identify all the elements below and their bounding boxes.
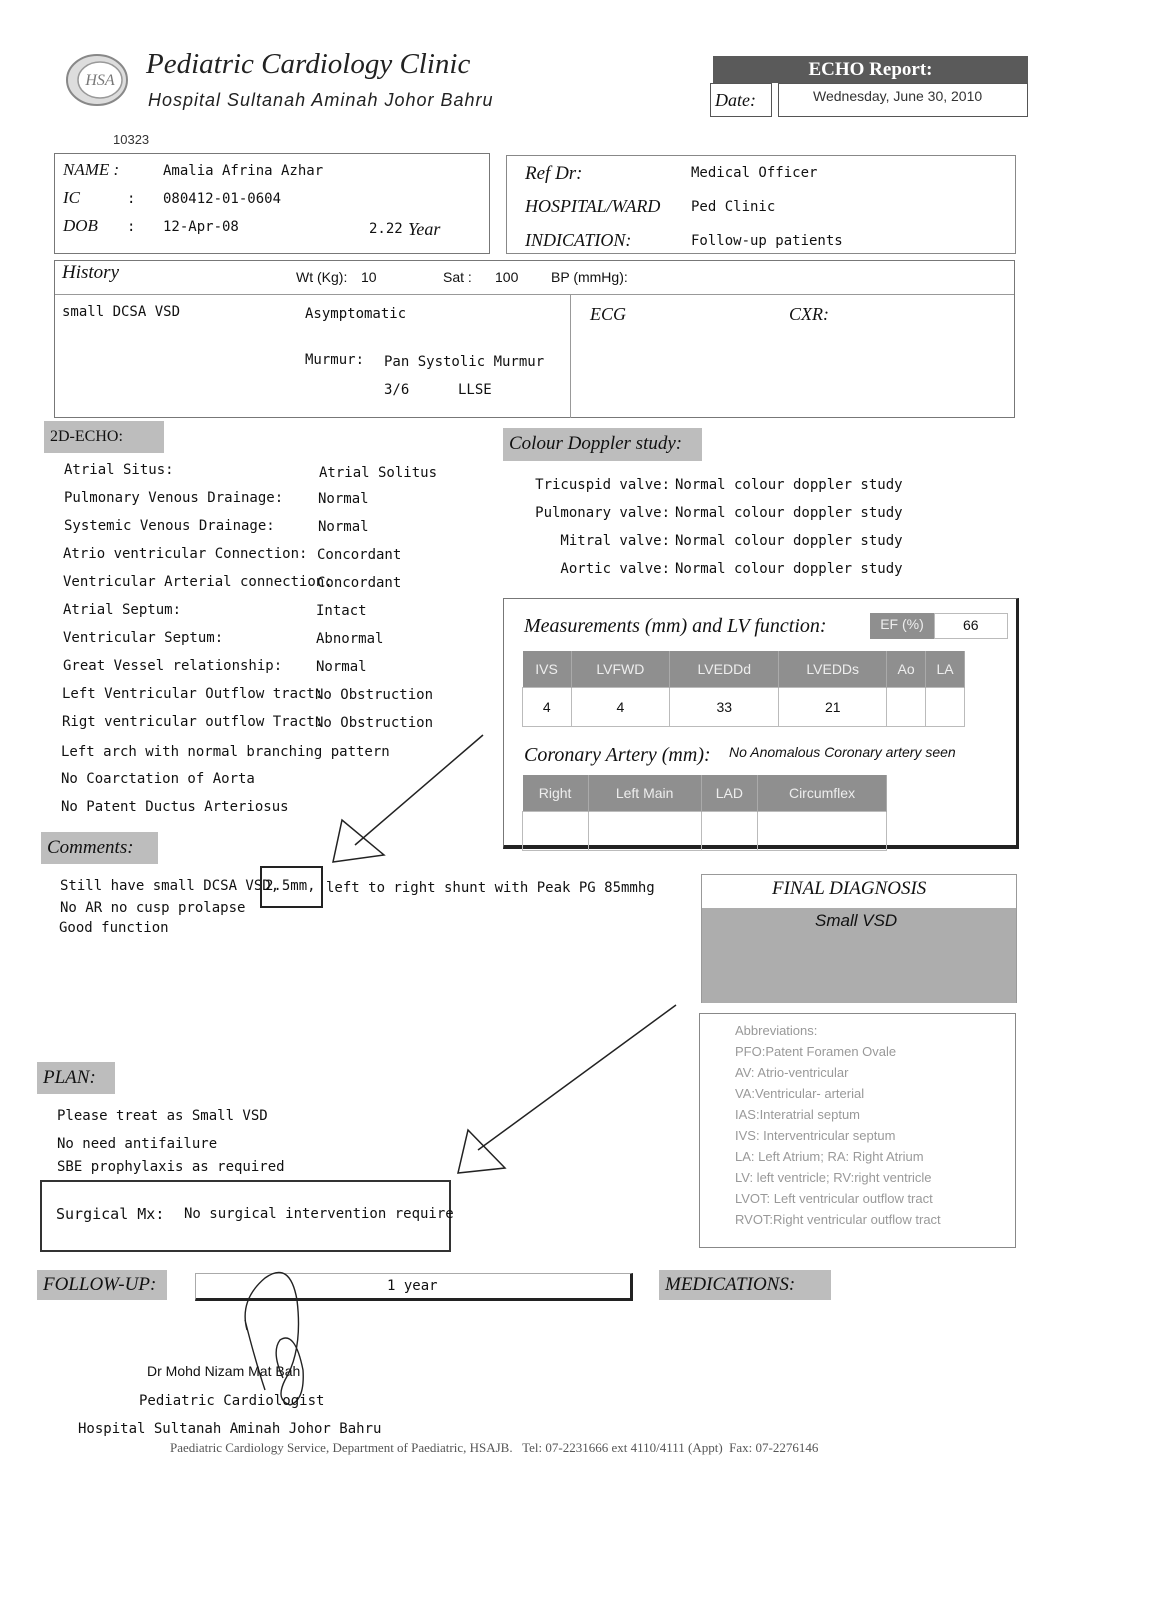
ward-label: HOSPITAL/WARD <box>525 196 661 216</box>
plan-title: PLAN: <box>37 1062 115 1094</box>
ic-colon: : <box>127 191 136 207</box>
coronary-header-lad: LAD <box>701 775 757 812</box>
coronary-header-left-main: Left Main <box>588 775 701 812</box>
echo2d-value: Normal <box>318 519 369 535</box>
hospital-name: Hospital Sultanah Aminah Johor Bahru <box>148 90 494 110</box>
bp-label: BP (mmHg): <box>551 269 628 285</box>
echo2d-label: Atrio ventricular Connection: <box>63 546 308 562</box>
abbreviation-item: LVOT: Left ventricular outflow tract <box>735 1191 933 1206</box>
echo2d-label: Left Ventricular Outflow tract: <box>62 686 324 702</box>
abbreviation-item: IAS:Interatrial septum <box>735 1107 860 1122</box>
meas-header-lvfwd: LVFWD <box>571 651 670 688</box>
echo2d-value: Concordant <box>317 547 402 563</box>
echo2d-value: Concordant <box>317 575 402 591</box>
meas-value-lveddd: 33 <box>670 688 779 727</box>
abbreviation-item: PFO:Patent Foramen Ovale <box>735 1044 897 1059</box>
echo2d-value: Atrial Solitus <box>319 465 438 481</box>
final-diagnosis-value: Small VSD <box>815 911 898 930</box>
coronary-note: No Anomalous Coronary artery seen <box>729 744 956 760</box>
history-title: History <box>62 262 119 283</box>
ward-value: Ped Clinic <box>691 199 776 215</box>
dob-colon: : <box>127 219 136 235</box>
plan-item: SBE prophylaxis as required <box>57 1159 285 1175</box>
abbreviation-item: IVS: Interventricular septum <box>735 1128 896 1143</box>
abbreviation-item: LA: Left Atrium; RA: Right Atrium <box>735 1149 924 1164</box>
doppler-title: Colour Doppler study: <box>503 428 702 461</box>
doppler-label: Mitral valve: <box>560 533 670 549</box>
echo2d-value: Normal <box>316 659 367 675</box>
echo2d-value: Abnormal <box>316 631 384 647</box>
echo2d-note: Left arch with normal branching pattern <box>61 744 390 760</box>
name-label: NAME : <box>63 160 120 179</box>
patient-ic: 080412-01-0604 <box>163 191 282 207</box>
doppler-label: Tricuspid valve: <box>535 477 670 493</box>
measurements-title: Measurements (mm) and LV function: <box>524 615 827 637</box>
doppler-value: Normal colour doppler study <box>675 477 903 493</box>
echo2d-value: Intact <box>316 603 367 619</box>
followup-title: FOLLOW-UP: <box>37 1270 167 1300</box>
cxr-label: CXR: <box>789 304 829 324</box>
echo2d-label: Atrial Situs: <box>64 462 174 478</box>
signature-doctor: Dr Mohd Nizam Mat Bah <box>147 1363 301 1379</box>
date-label: Date: <box>715 90 756 110</box>
comment-line-1-post: left to right shunt with Peak PG 85mmhg <box>326 880 655 896</box>
murmur-grade: 3/6 <box>384 382 410 398</box>
abbreviations-title: Abbreviations: <box>735 1023 818 1038</box>
echo2d-label: Atrial Septum: <box>63 602 182 618</box>
abbreviation-item: RVOT:Right ventricular outflow tract <box>735 1212 941 1227</box>
echo2d-note: No Patent Ductus Arteriosus <box>61 799 289 815</box>
arrow-lower <box>458 1005 676 1173</box>
surgical-label: Surgical Mx: <box>56 1205 165 1223</box>
echo2d-label: Ventricular Septum: <box>63 630 224 646</box>
ef-label: EF (%) <box>870 613 934 639</box>
meas-header-ivs: IVS <box>523 651 572 688</box>
echo2d-label: Rigt ventricular outflow Tract: <box>62 714 324 730</box>
comments-title: Comments: <box>41 832 158 864</box>
echo2d-value: No Obstruction <box>315 687 434 703</box>
ecg-label: ECG <box>590 304 626 324</box>
meas-value-lvedds: 21 <box>779 688 887 727</box>
coronary-title: Coronary Artery (mm): <box>524 744 711 766</box>
abbreviation-item: VA:Ventricular- arterial <box>735 1086 865 1101</box>
followup-value: 1 year <box>387 1278 438 1294</box>
meas-header-ao: Ao <box>887 651 926 688</box>
meas-header-la: LA <box>926 651 965 688</box>
history-symptom: Asymptomatic <box>305 306 407 322</box>
surgical-box <box>40 1180 454 1252</box>
footer-text: Paediatric Cardiology Service, Department of Paediatric, HSAJB. Tel: 07-2231666 ext 4110/4111 (Appt) Fax: 07-2276146 <box>170 1440 819 1455</box>
doppler-label: Aortic valve: <box>560 561 670 577</box>
date-value: Wednesday, June 30, 2010 <box>813 88 983 104</box>
sat-label: Sat : <box>443 269 472 285</box>
abbreviation-item: AV: Atrio-ventricular <box>735 1065 849 1080</box>
echo2d-label: Great Vessel relationship: <box>63 658 283 674</box>
meas-header-lveddd: LVEDDd <box>670 651 779 688</box>
report-title: ECHO Report: <box>713 56 1028 83</box>
murmur-value: Pan Systolic Murmur <box>384 354 545 370</box>
indication-label: INDICATION: <box>525 230 632 250</box>
abbreviation-item: LV: left ventricle; RV:right ventricle <box>735 1170 932 1185</box>
sat-value: 100 <box>495 269 519 285</box>
comment-line-3: Good function <box>59 920 169 936</box>
comment-highlight-box: 2.5mm, <box>260 866 323 908</box>
final-diagnosis-title: FINAL DIAGNOSIS <box>772 878 927 899</box>
echo2d-title: 2D-ECHO: <box>44 421 164 453</box>
doppler-value: Normal colour doppler study <box>675 533 903 549</box>
meas-value-ivs: 4 <box>523 688 572 727</box>
echo2d-note: No Coarctation of Aorta <box>61 771 255 787</box>
murmur-label: Murmur: <box>305 352 365 368</box>
record-number: 10323 <box>113 132 150 147</box>
history-diagnosis: small DCSA VSD <box>62 304 181 320</box>
dob-label: DOB <box>63 216 98 235</box>
plan-item: No need antifailure <box>57 1136 218 1152</box>
age-unit: Year <box>408 219 441 239</box>
ref-dr-value: Medical Officer <box>691 165 818 181</box>
weight-value: 10 <box>361 269 377 285</box>
patient-dob: 12-Apr-08 <box>163 219 239 235</box>
medications-title: MEDICATIONS: <box>659 1270 831 1300</box>
doppler-value: Normal colour doppler study <box>675 561 903 577</box>
meas-value-lvfwd: 4 <box>571 688 670 727</box>
murmur-site: LLSE <box>458 382 492 398</box>
signature-mark <box>235 1260 345 1410</box>
comment-line-1-pre: Still have small DCSA VSD, <box>60 878 280 894</box>
weight-label: Wt (Kg): <box>296 269 348 285</box>
echo2d-value: No Obstruction <box>315 715 434 731</box>
signature-hospital: Hospital Sultanah Aminah Johor Bahru <box>78 1421 382 1437</box>
echo2d-label: Systemic Venous Drainage: <box>64 518 275 534</box>
echo2d-label: Pulmonary Venous Drainage: <box>64 490 284 506</box>
meas-header-lvedds: LVEDDs <box>779 651 887 688</box>
arrow-upper <box>333 735 483 862</box>
patient-age: 2.22 <box>369 221 403 237</box>
signature-role: Pediatric Cardiologist <box>139 1393 325 1409</box>
plan-item: Please treat as Small VSD <box>57 1108 268 1124</box>
echo2d-value: Normal <box>318 491 369 507</box>
doppler-label: Pulmonary valve: <box>535 505 670 521</box>
ef-value: 66 <box>934 613 1008 639</box>
doppler-value: Normal colour doppler study <box>675 505 903 521</box>
clinic-name: Pediatric Cardiology Clinic <box>146 48 471 80</box>
ic-label: IC <box>63 188 80 207</box>
ref-dr-label: Ref Dr: <box>525 163 583 184</box>
echo2d-label: Ventricular Arterial connection: <box>63 574 333 590</box>
coronary-header-right: Right <box>523 775 589 812</box>
patient-name: Amalia Afrina Azhar <box>163 163 324 179</box>
indication-value: Follow-up patients <box>691 233 843 249</box>
comment-line-2: No AR no cusp prolapse <box>60 900 246 916</box>
coronary-header-circumflex: Circumflex <box>758 775 887 812</box>
logo-text: HSA <box>85 72 115 89</box>
surgical-value: No surgical intervention require <box>184 1206 454 1222</box>
